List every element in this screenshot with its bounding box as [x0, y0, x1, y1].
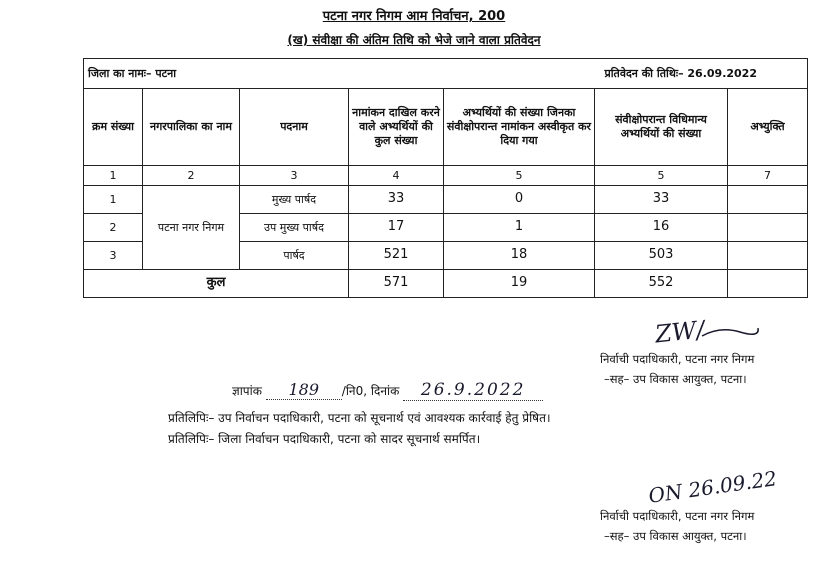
signature-block-2	[600, 507, 754, 546]
municipality-name	[143, 186, 240, 270]
row-filed: 521	[349, 242, 444, 270]
header-post: पदनाम	[240, 89, 349, 166]
signatory-title: निर्वाची पदाधिकारी, पटना नगर निगम	[600, 352, 755, 366]
signatory-designation: –सह– उप विकास आयुक्त, पटना।	[604, 371, 747, 386]
row-post: पार्षद	[240, 242, 349, 270]
document-subtitle: (ख) संवीक्षा की अंतिम तिथि को भेजे जाने वाला प्रतिवेदन	[287, 33, 541, 47]
index-cell: 5	[444, 166, 595, 186]
index-cell: 3	[240, 166, 349, 186]
row-post: मुख्य पार्षद	[240, 186, 349, 214]
copy-line-1: प्रतिलिपिः– उप निर्वाचन पदाधिकारी, पटना को सूचनार्थ एवं आवश्यक कार्रवाई हेतु प्रेषित।	[168, 411, 551, 425]
municipality-label: पटना नगर निगम	[157, 220, 225, 234]
row-valid: 503	[595, 242, 728, 270]
report-date: प्रतिवेदन की तिथिः– 26.09.2022	[349, 59, 808, 89]
index-cell: 5	[595, 166, 728, 186]
signatory-designation: –सह– उप विकास आयुक्त, पटना।	[604, 528, 747, 543]
row-remark	[728, 242, 808, 270]
row-sno: 2	[84, 214, 143, 242]
row-rejected: 1	[444, 214, 595, 242]
memo-line	[232, 380, 543, 401]
total-valid: 552	[595, 270, 728, 298]
row-remark	[728, 186, 808, 214]
total-label: कुल	[84, 270, 349, 298]
row-rejected: 0	[444, 186, 595, 214]
signature-stroke-1	[700, 322, 760, 342]
header-municipality: नगरपालिका का नाम	[143, 89, 240, 166]
copies-block	[168, 408, 551, 450]
row-valid: 16	[595, 214, 728, 242]
memo-number: 189	[266, 380, 342, 400]
signature-block-1	[600, 350, 754, 389]
row-sno: 1	[84, 186, 143, 214]
memo-prefix: ज्ञापांक	[232, 384, 262, 398]
total-row	[84, 270, 808, 298]
total-remark	[728, 270, 808, 298]
info-row	[84, 59, 808, 89]
signature-scribble-2: ON 26.09.22	[646, 466, 779, 508]
row-remark	[728, 214, 808, 242]
signature-scribble-1: ZW/	[653, 315, 706, 349]
signatory-title: निर्वाची पदाधिकारी, पटना नगर निगम	[600, 509, 755, 523]
header-row	[84, 89, 808, 166]
report-table	[83, 58, 808, 298]
header-rejected: अभ्यर्थियों की संख्या जिनका संवीक्षोपरान्त नामांकन अस्वीकृत कर दिया गया	[444, 89, 595, 166]
total-rejected: 19	[444, 270, 595, 298]
index-cell: 1	[84, 166, 143, 186]
memo-mid: /नि0, दिनांक	[341, 384, 400, 398]
row-sno: 3	[84, 242, 143, 270]
memo-date: 26.9.2022	[403, 380, 543, 401]
document-title: पटना नगर निगम आम निर्वाचन, 200	[322, 9, 506, 24]
header-filed: नामांकन दाखिल करने वाले अभ्यर्थियों की कुल संख्या	[349, 89, 444, 166]
row-filed: 33	[349, 186, 444, 214]
copy-line-2: प्रतिलिपिः– जिला निर्वाचन पदाधिकारी, पटना को सादर सूचनार्थ समर्पित।	[168, 432, 481, 446]
total-filed: 571	[349, 270, 444, 298]
header-remark: अभ्युक्ति	[728, 89, 808, 166]
index-cell: 4	[349, 166, 444, 186]
index-row	[84, 166, 808, 186]
header-sno: क्रम संख्या	[84, 89, 143, 166]
row-rejected: 18	[444, 242, 595, 270]
header-valid: संवीक्षोपरान्त विधिमान्य अभ्यर्थियों की संख्या	[595, 89, 728, 166]
district-name: जिला का नामः– पटना	[84, 59, 349, 89]
row-filed: 17	[349, 214, 444, 242]
table-row	[84, 186, 808, 214]
row-post: उप मुख्य पार्षद	[240, 214, 349, 242]
index-cell: 2	[143, 166, 240, 186]
row-valid: 33	[595, 186, 728, 214]
index-cell: 7	[728, 166, 808, 186]
